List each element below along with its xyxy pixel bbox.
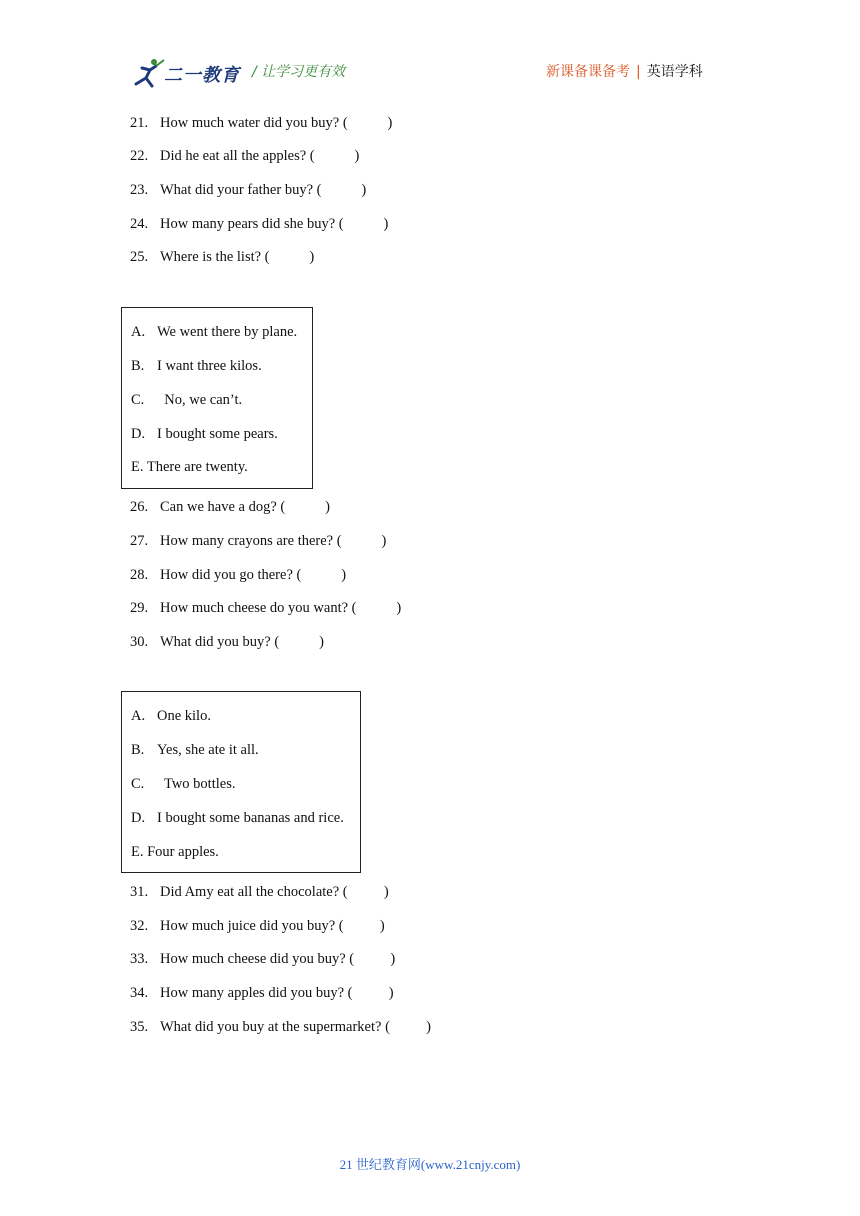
option-text: I bought some bananas and rice.: [157, 810, 344, 826]
option-a: [131, 707, 211, 725]
option-text: We went there by plane.: [157, 324, 298, 340]
question-33: [130, 950, 395, 968]
question-number: 26.: [130, 499, 149, 515]
question-text: How much cheese did you buy? ( ): [160, 951, 396, 967]
question-number: 23.: [130, 182, 149, 198]
course-label: 新课备课备考: [546, 64, 630, 80]
question-number: 32.: [130, 918, 149, 934]
option-letter: C.: [131, 776, 145, 792]
option-letter: C.: [131, 392, 145, 408]
running-man-icon: [132, 56, 166, 90]
option-text: Four apples.: [147, 844, 219, 860]
question-28: [130, 566, 346, 584]
options-box-1: [121, 307, 313, 489]
logo-text: 二一教育: [164, 65, 240, 86]
option-letter: A.: [131, 324, 146, 340]
option-text: I bought some pears.: [157, 426, 278, 442]
question-number: 21.: [130, 115, 149, 131]
question-text: Did Amy eat all the chocolate? ( ): [160, 884, 389, 900]
question-text: Can we have a dog? ( ): [160, 499, 330, 515]
option-letter: E.: [131, 459, 144, 475]
question-text: How many crayons are there? ( ): [160, 533, 387, 549]
question-text: What did your father buy? ( ): [160, 182, 367, 198]
question-24: [130, 215, 388, 233]
question-text: How much juice did you buy? ( ): [160, 918, 385, 934]
option-letter: E.: [131, 844, 144, 860]
option-d: [131, 809, 344, 827]
question-22: [130, 147, 359, 165]
option-d: [131, 425, 278, 443]
question-number: 27.: [130, 533, 149, 549]
option-c: [131, 391, 242, 409]
header-separator: |: [636, 64, 641, 80]
question-number: 29.: [130, 600, 149, 616]
question-text: How much water did you buy? ( ): [160, 115, 393, 131]
question-25: [130, 248, 314, 266]
option-b: [131, 357, 262, 375]
option-text: Yes, she ate it all.: [157, 742, 259, 758]
question-number: 34.: [130, 985, 149, 1001]
option-text: There are twenty.: [146, 459, 248, 475]
page-header: [0, 0, 860, 100]
question-number: 22.: [130, 148, 149, 164]
option-letter: D.: [131, 810, 146, 826]
question-number: 24.: [130, 216, 149, 232]
option-letter: B.: [131, 742, 145, 758]
option-c: [131, 775, 235, 793]
question-29: [130, 599, 401, 617]
logo: [132, 56, 242, 90]
slogan: / 让学习更有效: [252, 64, 346, 80]
question-number: 33.: [130, 951, 149, 967]
page-footer: 21 世纪教育网(www.21cnjy.com): [339, 1157, 521, 1172]
option-letter: A.: [131, 708, 146, 724]
question-number: 25.: [130, 249, 149, 265]
option-letter: D.: [131, 426, 146, 442]
question-text: What did you buy at the supermarket? ( ): [160, 1019, 431, 1035]
question-text: What did you buy? ( ): [160, 634, 324, 650]
question-text: How many pears did she buy? ( ): [160, 216, 389, 232]
header-right: [546, 61, 703, 81]
option-letter: B.: [131, 358, 145, 374]
question-27: [130, 532, 386, 550]
question-31: [130, 883, 389, 901]
question-30: [130, 633, 324, 651]
question-text: How many apples did you buy? ( ): [160, 985, 394, 1001]
option-text: I want three kilos.: [157, 358, 262, 374]
question-26: [130, 498, 330, 516]
options-box-2: [121, 691, 361, 873]
option-e: [131, 458, 248, 476]
option-text: No, we can’t.: [157, 392, 243, 408]
option-text: One kilo.: [157, 708, 211, 724]
question-32: [130, 917, 385, 935]
question-number: 28.: [130, 567, 149, 583]
question-34: [130, 984, 394, 1002]
question-number: 30.: [130, 634, 149, 650]
question-23: [130, 181, 366, 199]
question-text: How did you go there? ( ): [160, 567, 347, 583]
question-number: 31.: [130, 884, 149, 900]
option-a: [131, 323, 297, 341]
question-35: [130, 1018, 431, 1036]
question-text: Where is the list? ( ): [160, 249, 315, 265]
option-b: [131, 741, 259, 759]
question-text: Did he eat all the apples? ( ): [160, 148, 360, 164]
option-text: Two bottles.: [157, 776, 236, 792]
subject-label: 英语学科: [646, 64, 703, 80]
option-e: [131, 843, 219, 861]
question-text: How much cheese do you want? ( ): [160, 600, 402, 616]
question-21: [130, 114, 392, 132]
question-number: 35.: [130, 1019, 149, 1035]
